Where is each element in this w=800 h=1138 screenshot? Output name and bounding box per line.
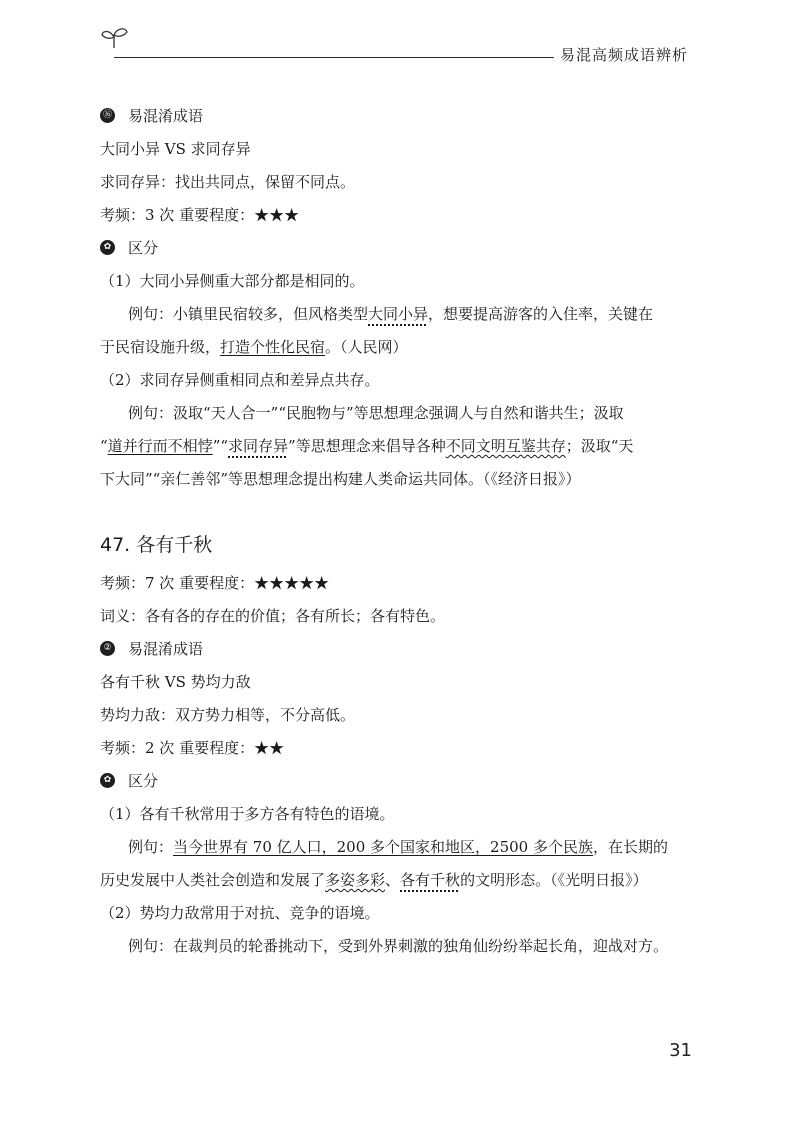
- sprout-icon: [100, 26, 130, 50]
- page-content: [100, 100, 700, 963]
- diff-label: 区分: [128, 239, 159, 257]
- diff-point-1: （1）各有千秋常用于多方各有特色的语境。: [100, 805, 395, 823]
- circle-number-icon: ②: [100, 641, 115, 656]
- diff-heading: [100, 765, 700, 798]
- emphasis-dots: 求同存异: [228, 437, 289, 455]
- text: 于民宿设施升级，: [100, 338, 221, 356]
- wavy-underlined-text: 多姿多彩: [325, 871, 386, 889]
- diff-point-2: （2）求同存异侧重相同点和差异点共存。: [100, 371, 380, 389]
- definition: 求同存异：找出共同点，保留不同点。: [100, 173, 356, 191]
- section-title: 47. 各有千秋: [100, 534, 213, 556]
- emphasis-dots: 大同小异: [368, 305, 429, 323]
- example-2-line-2: [100, 430, 700, 463]
- text: ”等思想理念来倡导各种: [288, 437, 446, 455]
- text: ，想要提高游客的入住率，关键在: [428, 305, 654, 323]
- frequency: 考频：2 次 重要程度：★★: [100, 739, 285, 757]
- example-1-line-1: [100, 298, 700, 331]
- circle-number-icon: ⑯: [100, 108, 115, 123]
- underlined-text: 打造个性化民宿: [220, 338, 326, 356]
- text: ，在长期的: [592, 838, 668, 856]
- example-2-line-1: 例句：汲取“天人合一”“民胞物与”等思想理念强调人与自然和谐共生；汲取: [128, 404, 624, 422]
- header-rule: [114, 57, 554, 58]
- example-2-line-3: 下大同”“亲仁善邻”等思想理念提出构建人类命运共同体。（《经济日报》）: [100, 470, 581, 488]
- confuse-heading: [100, 633, 700, 666]
- text: ”“: [212, 437, 229, 455]
- example-1-line-2: [100, 331, 700, 364]
- page-header: [100, 24, 700, 64]
- confuse-heading: [100, 100, 700, 133]
- confuse-label: 易混淆成语: [128, 107, 204, 125]
- frequency: 考频：7 次 重要程度：★★★★★: [100, 574, 330, 592]
- diff-heading: [100, 232, 700, 265]
- confuse-label: 易混淆成语: [128, 640, 204, 658]
- text: 历史发展中人类社会创造和发展了: [100, 871, 326, 889]
- underlined-text: 道并行而不相悖: [107, 437, 213, 455]
- text: ；汲取“天: [565, 437, 634, 455]
- text: 例句：: [128, 838, 174, 856]
- text: “: [100, 437, 108, 455]
- diff-label: 区分: [128, 772, 159, 790]
- diff-point-1: （1）大同小异侧重大部分都是相同的。: [100, 272, 365, 290]
- diff-point-2: （2）势均力敌常用于对抗、竞争的语境。: [100, 904, 380, 922]
- underlined-text: 当今世界有 70 亿人口，200 多个国家和地区，2500 多个民族: [173, 838, 593, 856]
- text: 例句：小镇里民宿较多，但风格类型: [128, 305, 369, 323]
- frequency: 考频：3 次 重要程度：★★★: [100, 206, 300, 224]
- example-2-line-1: 例句：在裁判员的轮番挑动下，受到外界刺激的独角仙纷纷举起长角，迎战对方。: [128, 937, 669, 955]
- emphasis-dots: 各有千秋: [400, 871, 461, 889]
- example-1-line-2: [100, 864, 700, 897]
- text: 、: [385, 871, 401, 889]
- idiom-pair: 各有千秋 VS 势均力敌: [100, 673, 251, 691]
- text: 的文明形态。（《光明日报》）: [460, 871, 648, 889]
- flower-icon: ✿: [100, 240, 115, 255]
- flower-icon: ✿: [100, 773, 115, 788]
- header-title: 易混高频成语辨析: [559, 46, 688, 64]
- idiom-pair: 大同小异 VS 求同存异: [100, 140, 251, 158]
- text: 。（人民网）: [325, 338, 408, 356]
- definition: 势均力敌：双方势力相等，不分高低。: [100, 706, 356, 724]
- wavy-underlined-text: 不同文明互鉴共存: [445, 437, 566, 455]
- meaning: 词义：各有各的存在的价值；各有所长；各有特色。: [100, 607, 446, 625]
- page-number: 31: [669, 1040, 692, 1061]
- example-1-line-1: [100, 831, 700, 864]
